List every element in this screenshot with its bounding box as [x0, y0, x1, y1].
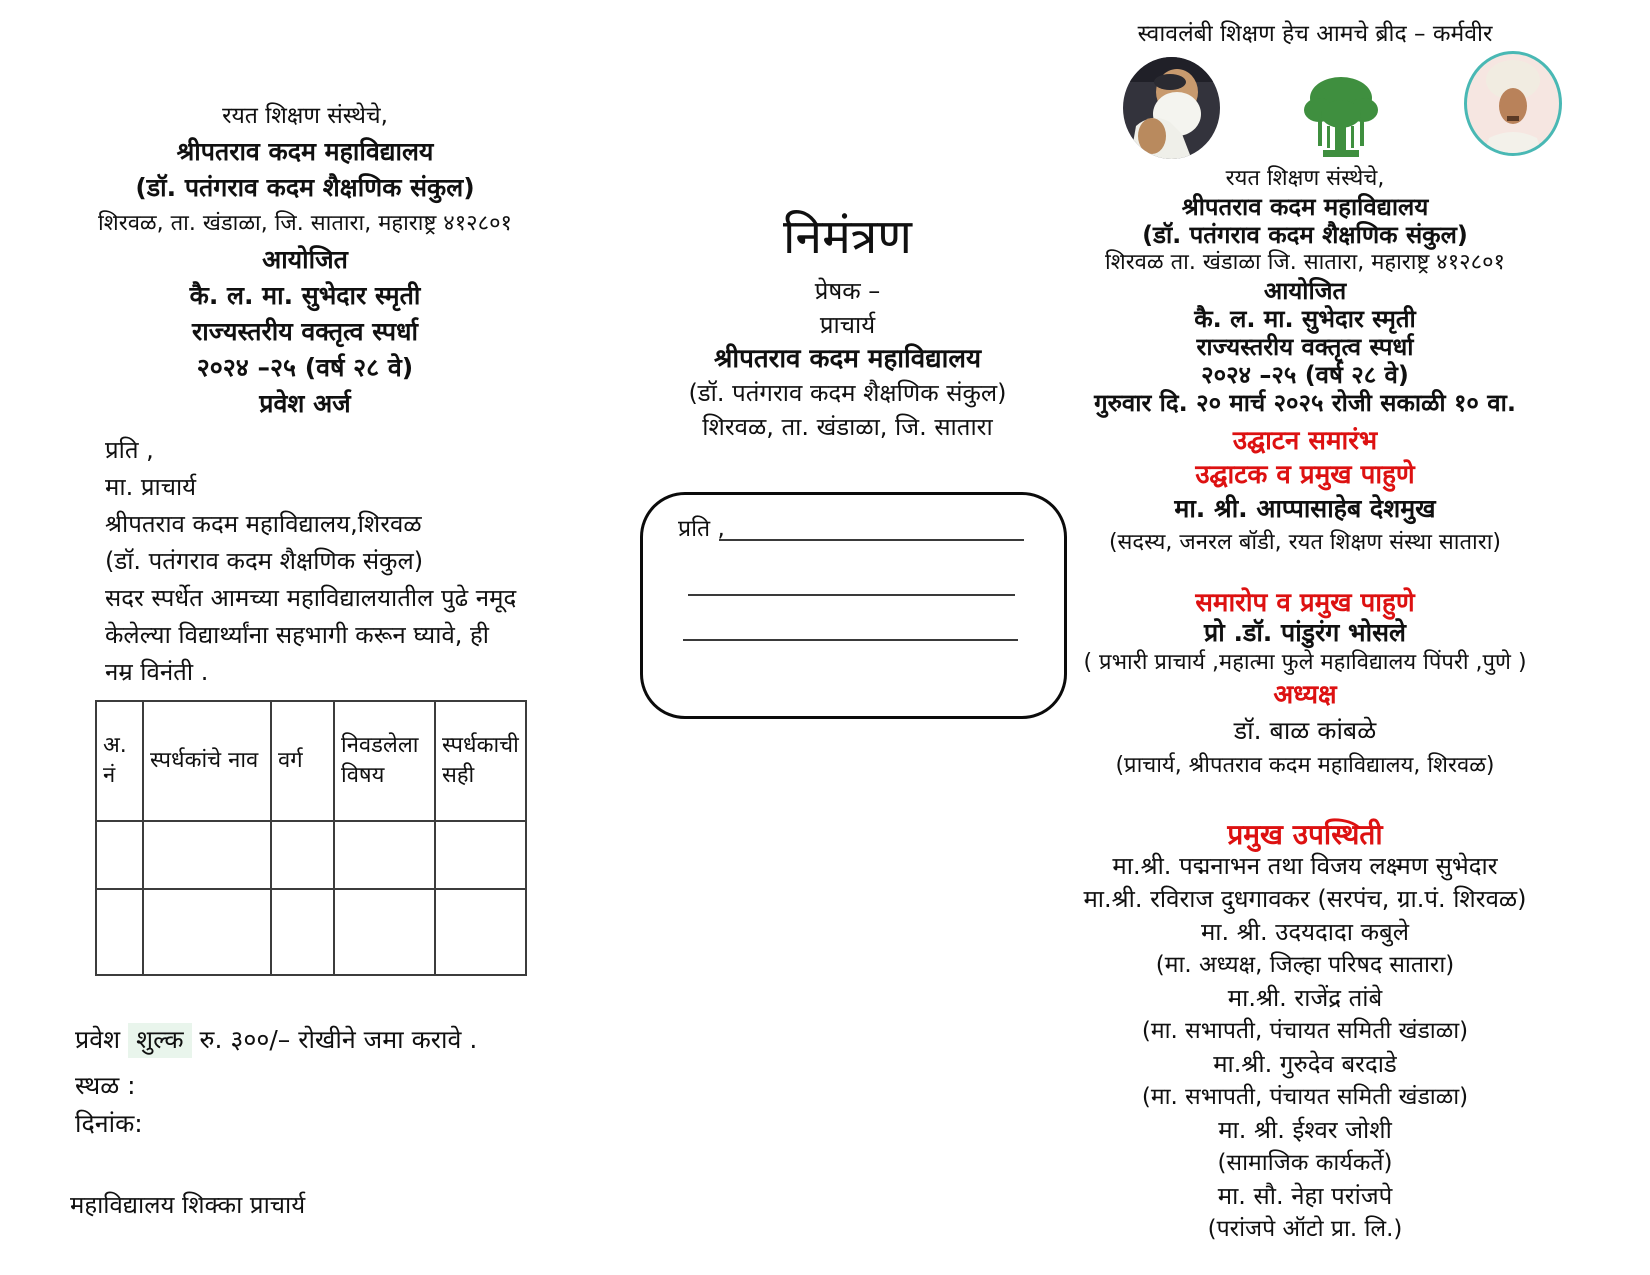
date-label: दिनांक:	[75, 1109, 143, 1138]
year-line: २०२४ –२५ (वर्ष २८ वे)	[196, 353, 414, 382]
closing-guest-name: प्रो .डॉ. पांडुरंग भोसले	[1204, 618, 1406, 647]
request-line-3: नम्र विनंती .	[105, 658, 209, 686]
org-line: रयत शिक्षण संस्थेचे,	[222, 103, 388, 129]
table-empty-cell	[334, 889, 435, 975]
college-line: श्रीपतराव कदम महाविद्यालय,शिरवळ	[105, 510, 422, 538]
closing-section	[1080, 588, 1530, 678]
motto-line: स्वावलंबी शिक्षण हेच आमचे ब्रीद – कर्मवीर	[1137, 21, 1493, 47]
guest-line: (मा. सभापती, पंचायत समिती खंडाळा)	[1141, 1018, 1469, 1044]
table-empty-cell	[435, 821, 526, 889]
col-header-topic: निवडलेला विषय	[334, 701, 435, 821]
competition-line: राज्यस्तरीय वक्तृत्व स्पर्धा	[1196, 333, 1414, 361]
guest-line: मा.श्री. गुरुदेव बरदाडे	[1213, 1050, 1397, 1078]
place-label: स्थळ :	[75, 1071, 136, 1100]
right-panel-header	[1080, 165, 1530, 417]
request-line-2: केलेल्या विद्यार्थ्यांना सहभागी करून घ्यावे, ही	[105, 621, 490, 649]
banyan-tree-logo	[1299, 72, 1383, 160]
college-address: शिरवळ ता. खंडाळा जि. सातारा, महाराष्ट्र ४१२८०१	[1105, 250, 1505, 275]
form-address-block	[105, 432, 575, 691]
org-line: रयत शिक्षण संस्थेचे,	[1225, 166, 1385, 191]
middle-panel-header	[620, 208, 1075, 444]
complex-name: (डॉ. पतंगराव कदम शैक्षणिक संकुल)	[135, 173, 475, 202]
entry-fee-line	[75, 1022, 477, 1056]
sender-address: शिरवळ, ता. खंडाळा, जि. सातारा	[702, 413, 993, 441]
college-name: श्रीपतराव कदम महाविद्यालय	[176, 137, 434, 166]
guest-line: मा. श्री. ईश्वर जोशी	[1218, 1116, 1392, 1144]
col-header-name: स्पर्धकांचे नाव	[143, 701, 271, 821]
guest-line: (मा. सभापती, पंचायत समिती खंडाळा)	[1141, 1084, 1469, 1110]
memorial-line: कै. ल. मा. सुभेदार स्मृती	[1194, 305, 1416, 333]
table-empty-cell	[271, 889, 334, 975]
complex-name: (डॉ. पतंगराव कदम शैक्षणिक संकुल)	[1142, 221, 1468, 249]
guest-line: मा.श्री. पद्मनाभन तथा विजय लक्ष्मण सुभेदार	[1112, 852, 1498, 880]
closing-guest-desc: ( प्रभारी प्राचार्य ,महात्मा फुले महाविद्यालय पिंपरी ,पुणे )	[1083, 650, 1527, 675]
left-panel-header	[70, 98, 540, 422]
to-label: प्रति ,	[105, 436, 154, 464]
year-line: २०२४ –२५ (वर्ष २८ वे)	[1201, 361, 1409, 389]
organized-label: आयोजित	[262, 245, 348, 274]
sender-complex: (डॉ. पतंगराव कदम शैक्षणिक संकुल)	[688, 379, 1007, 407]
guest-line: मा.श्री. राजेंद्र तांबे	[1227, 984, 1383, 1012]
guest-line: मा. श्री. उदयदादा कबुले	[1200, 918, 1410, 946]
table-row	[96, 821, 526, 889]
table-empty-cell	[96, 821, 143, 889]
president-desc: (प्राचार्य, श्रीपतराव कदम महाविद्यालय, शिरवळ)	[1115, 753, 1495, 778]
president-role-title: अध्यक्ष	[1273, 680, 1337, 710]
organized-label: आयोजित	[1263, 277, 1347, 305]
guest-list	[1080, 850, 1530, 1246]
guest-line: (मा. अध्यक्ष, जिल्हा परिषद सातारा)	[1155, 952, 1455, 978]
participants-table	[95, 700, 527, 976]
table-header-row	[96, 701, 526, 821]
recipient-line-1	[719, 539, 1024, 541]
table-empty-cell	[334, 821, 435, 889]
inauguration-section	[1080, 424, 1530, 560]
inaugurator-name: मा. श्री. आप्पासाहेब देशमुख	[1174, 494, 1436, 523]
president-section	[1080, 678, 1530, 783]
request-line-1: सदर स्पर्धेत आमच्या महाविद्यालयातील पुढे नमूद	[105, 584, 517, 612]
table-empty-cell	[271, 821, 334, 889]
principal-line: मा. प्राचार्य	[105, 473, 197, 501]
stamp-principal-line: महाविद्यालय शिक्का प्राचार्य	[70, 1191, 306, 1219]
inaugurator-desc: (सदस्य, जनरल बॉडी, रयत शिक्षण संस्था सातारा)	[1108, 530, 1502, 555]
col-header-srno: अ. नं	[96, 701, 143, 821]
table-empty-cell	[96, 889, 143, 975]
table-empty-cell	[435, 889, 526, 975]
datetime-line: गुरुवार दि. २० मार्च २०२५ रोजी सकाळी १० वा.	[1094, 389, 1516, 417]
closing-role-title: समारोप व प्रमुख पाहुणे	[1195, 588, 1415, 618]
fee-prefix: प्रवेश	[75, 1025, 129, 1054]
sender-label: प्रेषक –	[814, 277, 881, 305]
inauguration-ceremony-title: उद्घाटन समारंभ	[1232, 426, 1378, 456]
recipient-line-3	[683, 639, 1018, 641]
sender-role: प्राचार्य	[819, 311, 876, 339]
guest-line: (सामाजिक कार्यकर्ते)	[1217, 1150, 1393, 1176]
recipient-address-box	[640, 492, 1067, 719]
guest-line: (परांजपे ऑटो प्रा. लि.)	[1207, 1216, 1403, 1242]
form-title: प्रवेश अर्ज	[259, 389, 351, 418]
recipient-line-2	[688, 594, 1015, 596]
president-name: डॉ. बाळ कांबळे	[1233, 716, 1377, 745]
subhedar-portrait	[1463, 50, 1563, 157]
memorial-line: कै. ल. मा. सुभेदार स्मृती	[189, 281, 421, 310]
sender-college: श्रीपतराव कदम महाविद्यालय	[713, 344, 982, 374]
table-row	[96, 889, 526, 975]
invitation-title: निमंत्रण	[783, 209, 912, 265]
inaugurator-role-title: उद्घाटक व प्रमुख पाहुणे	[1195, 460, 1415, 490]
guests-section-title: प्रमुख उपस्थिती	[1227, 818, 1383, 851]
col-header-sign: स्पर्धकाची सही	[435, 701, 526, 821]
guest-line: मा.श्री. रविराज दुधगावकर (सरपंच, ग्रा.पं. शिरवळ)	[1083, 885, 1527, 913]
karmaveer-bhaurao-patil-portrait	[1122, 56, 1221, 160]
guest-line: मा. सौ. नेहा परांजपे	[1217, 1182, 1393, 1210]
college-name: श्रीपतराव कदम महाविद्यालय	[1181, 193, 1429, 221]
col-header-class: वर्ग	[271, 701, 334, 821]
college-address: शिरवळ, ता. खंडाळा, जि. सातारा, महाराष्ट्र ४१२८०१	[98, 211, 512, 236]
complex-line: (डॉ. पतंगराव कदम शैक्षणिक संकुल)	[105, 547, 424, 575]
fee-suffix: रु. ३००/– रोखीने जमा करावे .	[191, 1025, 478, 1054]
competition-line: राज्यस्तरीय वक्तृत्व स्पर्धा	[192, 317, 418, 346]
recipient-label: प्रति ,	[678, 516, 725, 542]
fee-highlighted-word: शुल्क	[128, 1023, 191, 1058]
table-empty-cell	[143, 889, 271, 975]
table-empty-cell	[143, 821, 271, 889]
